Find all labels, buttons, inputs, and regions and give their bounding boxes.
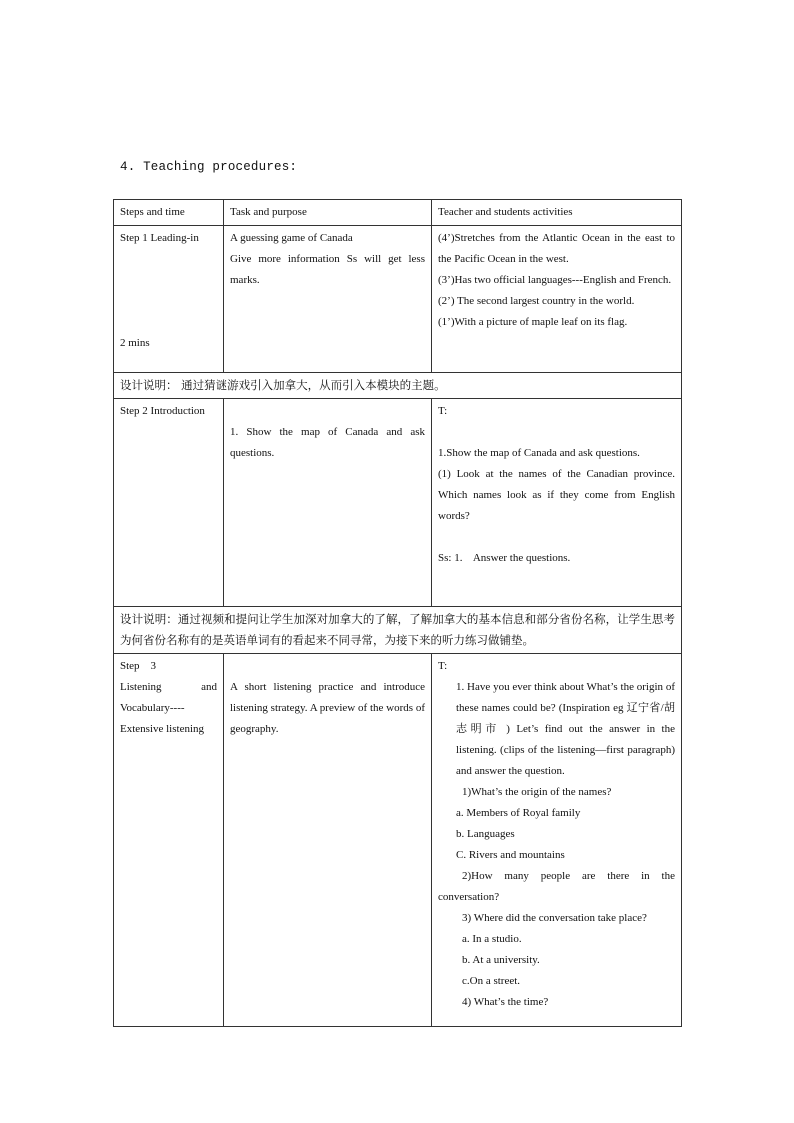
step2-activity: (1) Look at the names of the Canadian province. Which names look as if they come from English words? — [438, 468, 675, 522]
step3-activity: 1)What’s the origin of the names? — [462, 786, 612, 798]
step1-activities-cell — [432, 226, 682, 373]
step3-step-line: Listening and — [120, 681, 217, 693]
table-header-row — [114, 200, 682, 226]
step3-task-cell — [224, 654, 432, 1027]
step1-task-cell — [224, 226, 432, 373]
design-note-1: 设计说明： 通过猜谜游戏引入加拿大，从而引入本模块的主题。 — [114, 373, 682, 399]
header-task-and-purpose: Task and purpose — [224, 200, 432, 226]
step3-activity: b. Languages — [456, 828, 515, 840]
step1-activity: (1’)With a picture of maple leaf on its flag. — [438, 316, 628, 328]
table-row-step1 — [114, 226, 682, 373]
design-note-2: 设计说明：通过视频和提问让学生加深对加拿大的了解，了解加拿大的基本信息和部分省份名称，让学生思考为何省份名称有的是英语单词有的看起来不同寻常，为接下来的听力练习做铺垫。 — [114, 607, 682, 654]
step3-activity: a. Members of Royal family — [456, 807, 581, 819]
header-steps-and-time: Steps and time — [114, 200, 224, 226]
step2-activity: 1.Show the map of Canada and ask questions. — [438, 447, 640, 459]
step2-activity: T: — [438, 405, 448, 417]
step3-activity: 2)How many people are there in the conversation? — [438, 870, 675, 903]
step1-activity: (4’)Stretches from the Atlantic Ocean in the east to the Pacific Ocean in the west. — [438, 232, 675, 265]
step1-task-line: A guessing game of Canada — [230, 232, 353, 244]
step1-activity: (2’) The second largest country in the world. — [438, 295, 635, 307]
step2-step-cell: Step 2 Introduction — [114, 399, 224, 607]
table-row-step3 — [114, 654, 682, 1027]
table-row-step2 — [114, 399, 682, 607]
step2-activity: Ss: 1. Answer the questions. — [438, 552, 571, 564]
header-activities: Teacher and students activities — [432, 200, 682, 226]
teaching-procedures-table — [113, 199, 682, 1027]
step2-task-cell — [224, 399, 432, 607]
step2-task: 1. Show the map of Canada and ask questions. — [230, 426, 425, 459]
step1-time: 2 mins — [120, 337, 150, 349]
step3-activities-cell — [432, 654, 682, 1027]
step1-activity: (3’)Has two official languages---English and French. — [438, 274, 672, 286]
step3-activity: 3) Where did the conversation take place? — [462, 912, 647, 924]
step1-step-label: Step 1 Leading-in — [120, 232, 199, 244]
step1-step-cell — [114, 226, 224, 373]
step3-step-line: Vocabulary---- — [120, 702, 185, 714]
step3-step-line: Step 3 — [120, 660, 157, 672]
step3-step-line: Extensive listening — [120, 723, 205, 735]
step1-task-line: Give more information Ss will get less marks. — [230, 253, 425, 286]
step3-activity: c.On a street. — [462, 975, 521, 987]
step3-activity: C. Rivers and mountains — [456, 849, 565, 861]
step3-activity: 1. Have you ever think about What’s the origin of these names could be? (Inspiration eg 辽宁省/胡志明市 ) Let’s find out the answer in the listening. (clips of the listening—first paragraph) and answer the question. — [456, 681, 675, 777]
step3-activity: a. In a studio. — [462, 933, 522, 945]
section-heading: 4. Teaching procedures: — [120, 160, 298, 174]
table-row-design1 — [114, 373, 682, 399]
step3-activity: T: — [438, 660, 448, 672]
step2-activities-cell — [432, 399, 682, 607]
step3-step-cell — [114, 654, 224, 1027]
step3-activity: b. At a university. — [462, 954, 540, 966]
table-row-design2 — [114, 607, 682, 654]
step3-task: A short listening practice and introduce listening strategy. A preview of the words of geography. — [230, 681, 425, 735]
step3-activity: 4) What’s the time? — [462, 996, 549, 1008]
